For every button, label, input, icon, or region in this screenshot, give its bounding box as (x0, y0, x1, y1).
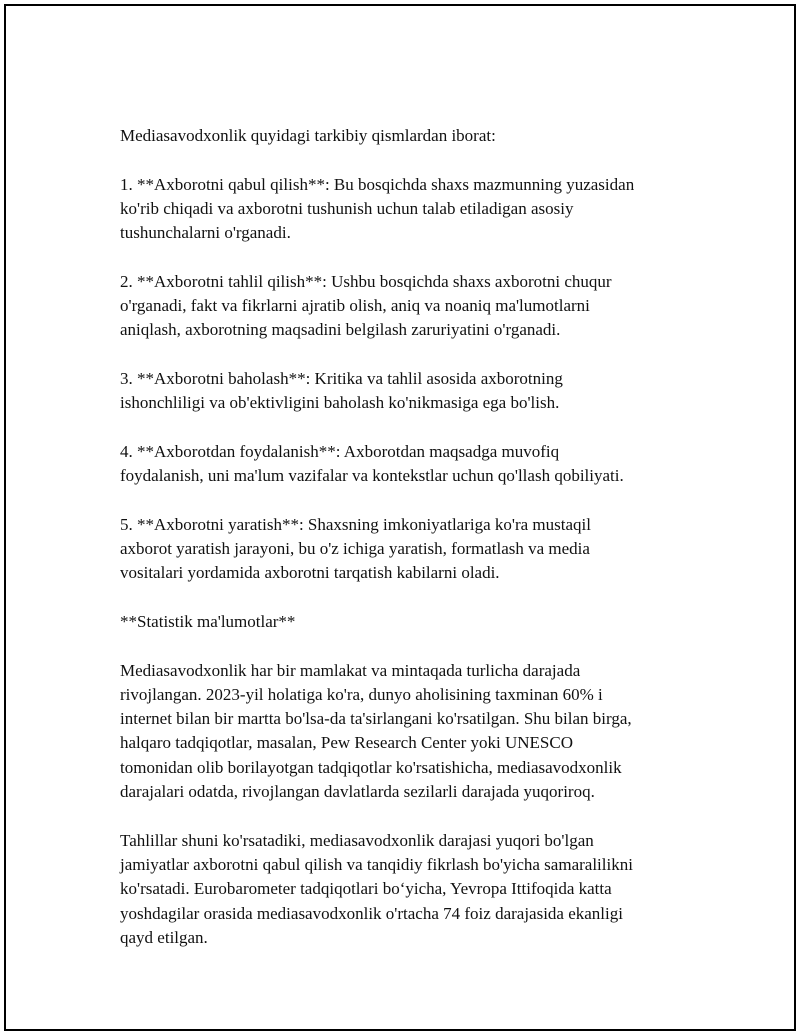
analysis-paragraph: Tahlillar shuni ko'rsatadiki, mediasavodxonlik darajasi yuqori bo'lgan jamiyatlar axborotni qabul qilish va tanqidiy fikrlash bo'yicha samaralilikni ko'rsatadi. Eurobarometer tadqiqotlari bo‘yicha, Yevropa Ittifoqida katta yoshdagilar orasida mediasavodxonlik o'rtacha 74 foiz darajasida ekanligi qayd etilgan. (120, 830, 633, 947)
intro-paragraph: Mediasavodxonlik quyidagi tarkibiy qismlardan iborat: (120, 126, 496, 145)
list-item-creation: 5. **Axborotni yaratish**: Shaxsning imkoniyatlariga ko'ra mustaqil axborot yaratish jarayoni, bu o'z ichiga yaratish, formatlash va media vositalari yordamida axborotni tarqatish kabilarni oladi. (120, 514, 591, 583)
page-frame (4, 4, 796, 1031)
list-item-evaluation: 3. **Axborotni baholash**: Kritika va tahlil asosida axborotning ishonchliligi va ob'ektivligini baholash ko'nikmasiga ega bo'lish. (120, 368, 563, 413)
list-item-analysis: 2. **Axborotni tahlil qilish**: Ushbu bosqichda shaxs axborotni chuqur o'rganadi, fakt va fikrlarni ajratib olish, aniq va noaniq ma'lumotlarni aniqlash, axborotning maqsadini belgilash zaruriyatini o'rganadi. (120, 271, 612, 340)
section-heading-statistics: **Statistik ma'lumotlar** (120, 611, 296, 631)
list-item-usage: 4. **Axborotdan foydalanish**: Axborotdan maqsadga muvofiq foydalanish, uni ma'lum vazifalar va kontekstlar uchun qo'llash qobiliyati. (120, 441, 624, 486)
document-body (120, 124, 692, 950)
statistics-paragraph: Mediasavodxonlik har bir mamlakat va mintaqada turlicha darajada rivojlangan. 2023-yil holatiga ko'ra, dunyo aholisining taxminan 60% i internet bilan bir martta bo'lsa-da ta'sirlangani ko'rsatilgan. Shu bilan birga, halqaro tadqiqotlar, masalan, Pew Research Center yoki UNESCO tomonidan olib borilayotgan tadqiqotlar ko'rsatishicha, mediasavodxonlik darajalari odatda, rivojlangan davlatlarda sezilarli darajada yuqoriroq. (120, 660, 632, 802)
list-item-receiving: 1. **Axborotni qabul qilish**: Bu bosqichda shaxs mazmunning yuzasidan ko'rib chiqadi va axborotni tushunish uchun talab etiladigan asosiy tushunchalarni o'rganadi. (120, 174, 635, 243)
